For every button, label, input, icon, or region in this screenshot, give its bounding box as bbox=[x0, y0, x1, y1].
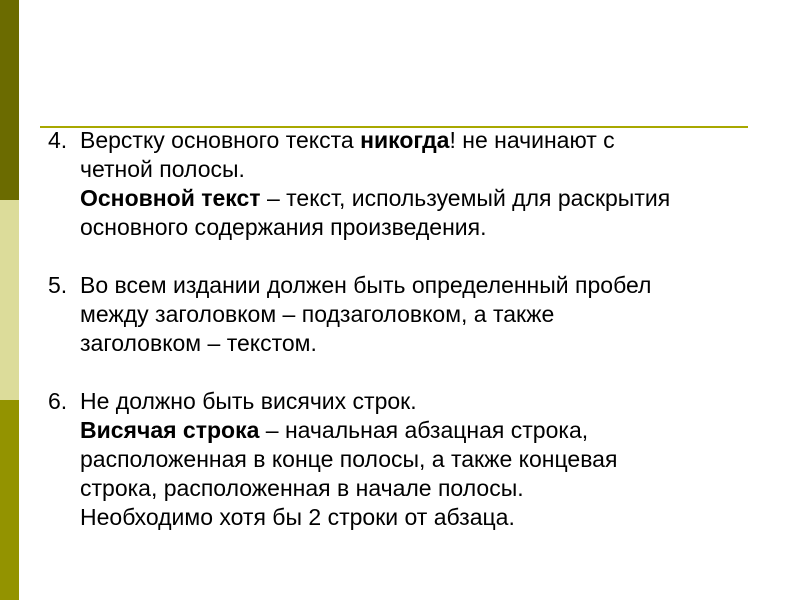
definition-term: Основной текст bbox=[80, 185, 261, 211]
definition-line-1 bbox=[48, 416, 778, 445]
list-item-4-line-1 bbox=[48, 126, 778, 155]
definition-line-2: расположенная в конце полосы, а также концевая bbox=[80, 446, 618, 472]
list-item-4 bbox=[48, 126, 778, 242]
definition-text: – начальная абзацная строка, bbox=[259, 417, 589, 443]
list-item-4-line-2: четной полосы. bbox=[80, 156, 245, 182]
definition-text: – текст, используемый для раскрытия bbox=[260, 185, 671, 211]
list-item-5 bbox=[48, 271, 778, 358]
list-item-5-line-1 bbox=[48, 271, 778, 300]
text-segment: Во всем издании должен быть определенный пробел bbox=[80, 272, 652, 298]
definition-line-2: основного содержания произведения. bbox=[80, 214, 487, 240]
definition-line-4: Необходимо хотя бы 2 строки от абзаца. bbox=[80, 504, 515, 530]
list-number: 6. bbox=[48, 388, 68, 414]
emphasis-text: никогда bbox=[360, 127, 450, 153]
list-number: 4. bbox=[48, 127, 68, 153]
sidebar-segment-olive bbox=[0, 400, 19, 600]
text-segment: Не должно быть висячих строк. bbox=[80, 388, 417, 414]
list-item-6 bbox=[48, 387, 778, 532]
definition-term: Висячая строка bbox=[80, 417, 260, 443]
decorative-sidebar bbox=[0, 0, 19, 600]
sidebar-segment-light bbox=[0, 200, 19, 400]
definition-line-3: строка, расположенная в начале полосы. bbox=[80, 475, 524, 501]
slide-body bbox=[48, 126, 778, 532]
definition-line-1 bbox=[48, 184, 778, 213]
list-item-6-line-1 bbox=[48, 387, 778, 416]
sidebar-segment-dark bbox=[0, 0, 19, 200]
list-item-5-line-2: между заголовком – подзаголовком, а также bbox=[80, 301, 555, 327]
text-segment: Верстку основного текста bbox=[80, 127, 361, 153]
spacer bbox=[48, 242, 778, 271]
spacer bbox=[48, 358, 778, 387]
text-segment: ! не начинают с bbox=[449, 127, 615, 153]
list-number: 5. bbox=[48, 272, 68, 298]
list-item-5-line-3: заголовком – текстом. bbox=[80, 330, 317, 356]
